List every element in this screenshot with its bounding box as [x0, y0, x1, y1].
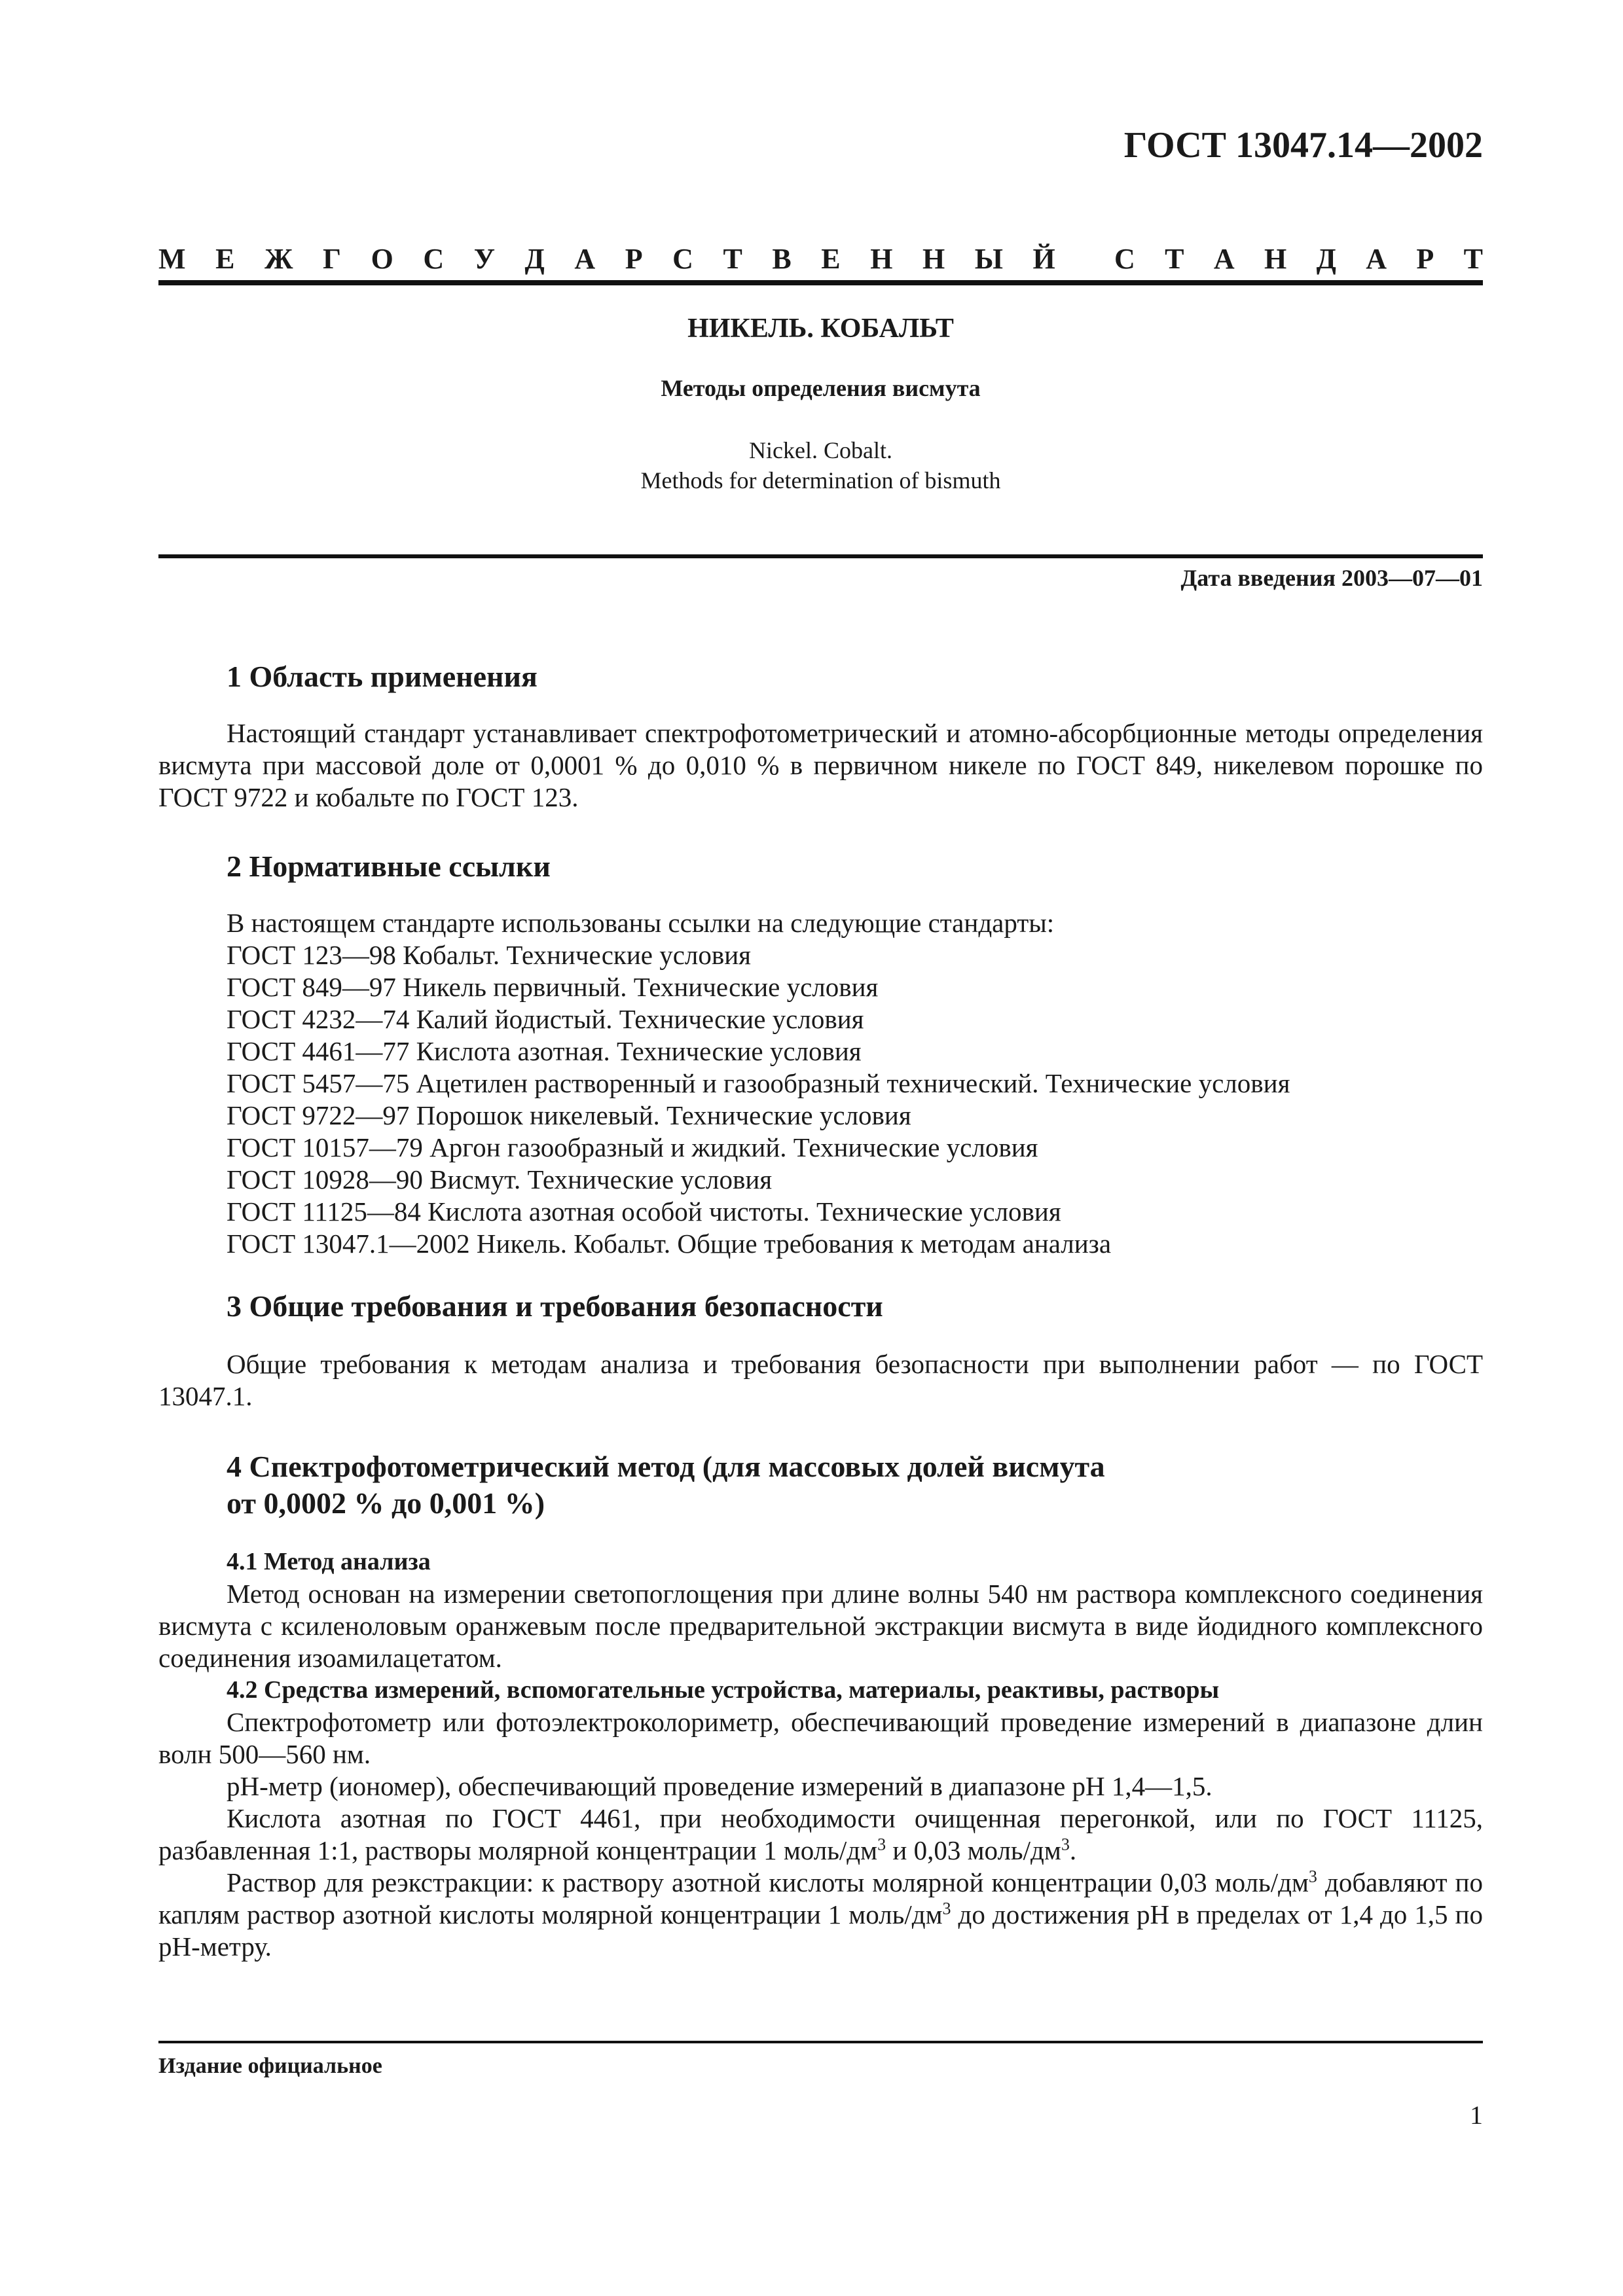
references-intro: В настоящем стандарте использованы ссылки на следующие стандарты:: [227, 908, 1055, 938]
english-title: [158, 435, 1483, 495]
document-number: ГОСТ 13047.14—2002: [1123, 125, 1483, 166]
text-run: Кислота азотная по ГОСТ 4461, при необходимости очищенная перегонкой, или по ГОСТ 11125, разбавленная 1:1, растворы молярной концентрации 1 моль/дм: [158, 1803, 1483, 1865]
date-of-introduction: Дата введения 2003—07—01: [1180, 565, 1483, 591]
reference-item: ГОСТ 11125—84 Кислота азотная особой чистоты. Технические условия: [227, 1196, 1061, 1227]
paragraph: рН-метр (иономер), обеспечивающий проведение измерений в диапазоне рН 1,4—1,5.: [227, 1771, 1213, 1801]
references-list: [227, 907, 1290, 1260]
title-rule: [158, 554, 1483, 558]
header-rule: [158, 280, 1483, 285]
superscript: 3: [877, 1835, 886, 1854]
subsection-heading: 4.2 Средства измерений, вспомогательные устройства, материалы, реактивы, растворы: [227, 1676, 1220, 1704]
letter: Р: [625, 242, 643, 275]
letter: Т: [723, 242, 742, 275]
letter: Е: [821, 242, 841, 275]
paragraph: Метод основан на измерении светопоглощения при длине волны 540 нм раствора комплексного соединения висмута с ксиленоловым оранжевым после предварительной экстракции висмута в виде йодидного комплексного соединения изоамилацетатом.: [158, 1579, 1483, 1673]
paragraph: [158, 1803, 1483, 1867]
superscript: 3: [942, 1899, 951, 1918]
letter: Й: [1032, 242, 1055, 275]
paragraph: [158, 1867, 1483, 1963]
letter: Н: [870, 242, 893, 275]
letter: О: [371, 242, 393, 275]
section-heading-line: 4 Спектрофотометрический метод (для массовых долей висмута: [227, 1450, 1105, 1483]
standard-word: [1114, 242, 1483, 276]
document-subtitle: Методы определения висмута: [661, 375, 981, 401]
letter: А: [1213, 242, 1235, 275]
letter: Г: [323, 242, 342, 275]
letter: М: [158, 242, 186, 275]
page-number: 1: [1470, 2100, 1483, 2130]
letter: С: [1114, 242, 1135, 275]
superscript: 3: [1061, 1835, 1070, 1854]
text-run: добавляют по каплям раствор азотной кислоты молярной концентрации 1 моль/дм: [158, 1867, 1483, 1929]
subsection-heading: 4.1 Метод анализа: [227, 1548, 431, 1575]
letter: С: [672, 242, 693, 275]
letter: Ы: [974, 242, 1003, 275]
letter: У: [473, 242, 495, 275]
reference-item: ГОСТ 4461—77 Кислота азотная. Технические условия: [227, 1036, 862, 1066]
letter: Н: [1264, 242, 1287, 275]
paragraph: Спектрофотометр или фотоэлектроколориметр, обеспечивающий проведение измерений в диапазоне длин волн 500—560 нм.: [158, 1707, 1483, 1769]
reference-item: ГОСТ 5457—75 Ацетилен растворенный и газообразный технический. Технические условия: [227, 1068, 1290, 1098]
english-title-line: Methods for determination of bismuth: [640, 467, 1001, 493]
section-heading: 1 Область применения: [227, 660, 538, 693]
letter: А: [574, 242, 596, 275]
letter: Д: [524, 242, 545, 275]
letter: Ж: [264, 242, 293, 275]
text-run: и 0,03 моль/дм: [886, 1835, 1061, 1865]
section-heading-line: от 0,0002 % до 0,001 %): [227, 1486, 545, 1520]
paragraph: Общие требования к методам анализа и требования безопасности при выполнении работ — по ГОСТ 13047.1.: [158, 1349, 1483, 1411]
official-edition-label: Издание официальное: [158, 2054, 382, 2078]
reference-item: ГОСТ 10928—90 Висмут. Технические условия: [227, 1164, 773, 1194]
letter: Д: [1316, 242, 1336, 275]
interstate-standard-banner: [158, 236, 1483, 281]
reference-item: ГОСТ 10157—79 Аргон газообразный и жидкий. Технические условия: [227, 1132, 1038, 1162]
text-run: Раствор для реэкстракции: к раствору азотной кислоты молярной концентрации 0,03 моль/дм: [227, 1867, 1309, 1897]
section-heading: 3 Общие требования и требования безопасности: [227, 1289, 883, 1323]
superscript: 3: [1308, 1867, 1317, 1886]
letter: Р: [1416, 242, 1434, 275]
letter: Е: [215, 242, 235, 275]
text-run: до достижения рН в пределах от 1,4 до 1,5 по рН-метру.: [158, 1899, 1483, 1962]
letter: С: [423, 242, 445, 275]
reference-item: ГОСТ 4232—74 Калий йодистый. Технические условия: [227, 1004, 864, 1034]
letter: А: [1366, 242, 1387, 275]
section-heading: [227, 1448, 1105, 1522]
letter: Т: [1463, 242, 1483, 275]
reference-item: ГОСТ 849—97 Никель первичный. Технические условия: [227, 972, 879, 1002]
paragraph: Настоящий стандарт устанавливает спектрофотометрический и атомно-абсорбционные методы определения висмута при массовой доле от 0,0001 % до 0,010 % в первичном никеле по ГОСТ 849, никелевом порошке по ГОСТ 9722 и кобальте по ГОСТ 123.: [158, 718, 1483, 812]
reference-item: ГОСТ 13047.1—2002 Никель. Кобальт. Общие требования к методам анализа: [227, 1229, 1112, 1259]
section-heading: 2 Нормативные ссылки: [227, 850, 551, 883]
footer-rule: [158, 2041, 1483, 2043]
letter: В: [772, 242, 792, 275]
english-title-line: Nickel. Cobalt.: [749, 437, 892, 463]
reference-item: ГОСТ 9722—97 Порошок никелевый. Технические условия: [227, 1100, 911, 1130]
document-title: НИКЕЛЬ. КОБАЛЬТ: [687, 314, 954, 344]
text-run: .: [1069, 1835, 1077, 1865]
reference-item: ГОСТ 123—98 Кобальт. Технические условия: [227, 940, 752, 970]
letter: Н: [922, 242, 945, 275]
interstate-word: [158, 242, 1055, 276]
letter: Т: [1165, 242, 1184, 275]
